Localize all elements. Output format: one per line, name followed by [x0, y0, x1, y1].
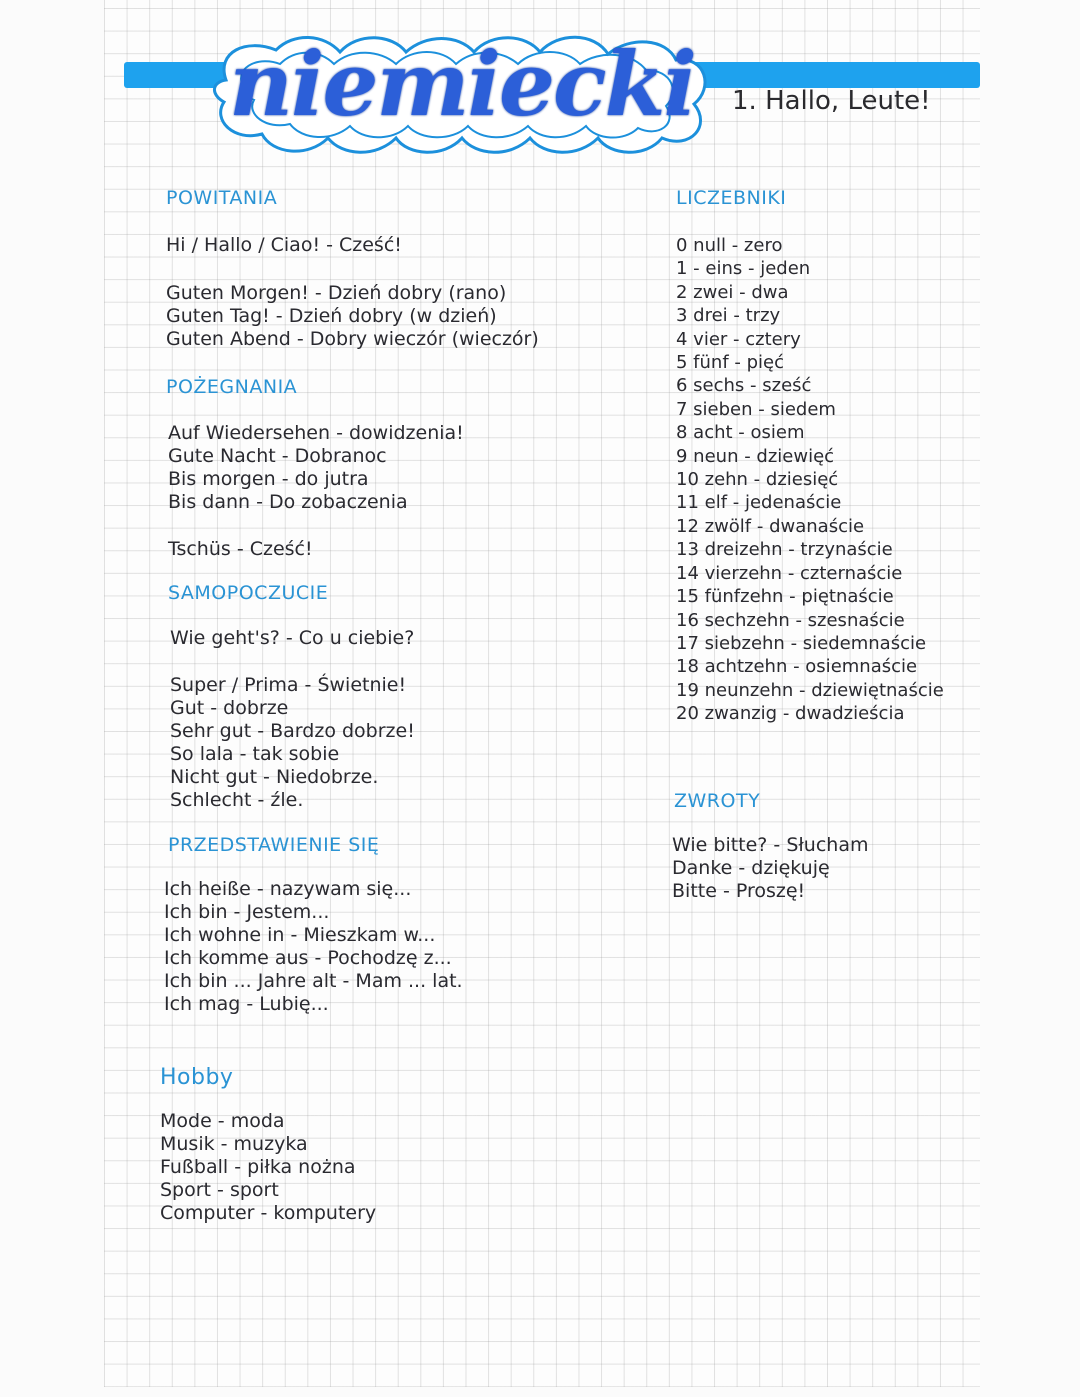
list-item: 9 neun - dziewięć [676, 445, 835, 467]
list-item: Auf Wiedersehen - dowidzenia! [168, 422, 464, 444]
list-item: 12 zwölf - dwanaście [676, 515, 865, 537]
list-item: Ich bin ... Jahre alt - Mam ... lat. [164, 970, 463, 992]
list-item: 11 elf - jedenaście [676, 492, 842, 514]
list-item: 14 vierzehn - czternaście [676, 562, 903, 584]
list-item: Hi / Hallo / Ciao! - Cześć! [166, 234, 402, 256]
heading-hobby: Hobby [160, 1065, 234, 1090]
list-item: 10 zehn - dziesięć [676, 469, 839, 491]
heading-liczebniki: LICZEBNIKI [676, 187, 787, 209]
list-item: Mode - moda [160, 1110, 285, 1132]
list-item: Ich heiße - nazywam się... [164, 878, 412, 900]
list-item: Guten Abend - Dobry wieczór (wieczór) [166, 328, 539, 350]
list-item: Gut - dobrze [170, 697, 289, 719]
list-item: 20 zwanzig - dwadzieścia [676, 703, 905, 725]
list-item: 19 neunzehn - dziewiętnaście [676, 679, 944, 701]
list-item: Ich komme aus - Pochodzę z... [164, 947, 452, 969]
list-item: 4 vier - cztery [676, 328, 801, 350]
lesson-subtitle: 1. Hallo, Leute! [732, 86, 931, 116]
list-item: 16 sechzehn - szesnaście [676, 609, 905, 631]
heading-powitania: POWITANIA [166, 187, 278, 209]
list-item: Wie bitte? - Słucham [672, 834, 869, 856]
list-item: Gute Nacht - Dobranoc [168, 445, 387, 467]
list-item: Computer - komputery [160, 1202, 377, 1224]
page-margin-left [0, 0, 104, 1397]
list-item: 8 acht - osiem [676, 422, 805, 444]
heading-pozegnania: POŻEGNANIA [166, 376, 298, 398]
list-item: Guten Morgen! - Dzień dobry (rano) [166, 282, 507, 304]
list-item: 15 fünfzehn - piętnaście [676, 586, 894, 608]
list-item: Sport - sport [160, 1179, 279, 1201]
list-item: 5 fünf - pięć [676, 352, 784, 374]
list-item: 6 sechs - sześć [676, 375, 812, 397]
list-item: So lala - tak sobie [170, 743, 340, 765]
list-item: Bis morgen - do jutra [168, 468, 369, 490]
list-przedstawienie [164, 878, 463, 1016]
list-item: 13 dreizehn - trzynaście [676, 539, 893, 561]
list-item: 0 null - zero [676, 235, 783, 256]
heading-zwroty: ZWROTY [674, 790, 761, 812]
list-item: Tschüs - Cześć! [168, 538, 313, 560]
list-item: Ich wohne in - Mieszkam w... [164, 924, 436, 946]
list-item: 7 sieben - siedem [676, 398, 836, 420]
list-zwroty [672, 834, 868, 903]
list-liczebniki [676, 234, 944, 726]
list-pozegnania [168, 422, 464, 561]
page-margin-right [980, 0, 1080, 1397]
list-item: Nicht gut - Niedobrze. [170, 766, 379, 788]
list-item: Fußball - piłka nożna [160, 1156, 356, 1178]
list-item: Bitte - Proszę! [672, 880, 806, 902]
list-item: 17 siebzehn - siedemnaście [676, 632, 927, 654]
list-item: Ich bin - Jestem... [164, 901, 330, 923]
list-item: Schlecht - źle. [170, 789, 304, 811]
list-item: Danke - dziękuję [672, 857, 830, 879]
page-margin-bottom [0, 1387, 1080, 1397]
heading-przedstawienie: PRZEDSTAWIENIE SIĘ [168, 834, 380, 856]
list-item: Musik - muzyka [160, 1133, 308, 1155]
list-samopoczucie [170, 627, 415, 812]
list-item: 1 - eins - jeden [676, 258, 811, 280]
list-item: 3 drei - trzy [676, 305, 781, 327]
list-item: 18 achtzehn - osiemnaście [676, 656, 918, 678]
list-item: Bis dann - Do zobaczenia [168, 491, 408, 513]
list-powitania [166, 234, 539, 351]
list-hobby [160, 1110, 376, 1225]
heading-samopoczucie: SAMOPOCZUCIE [168, 582, 329, 604]
list-item: Wie geht's? - Co u ciebie? [170, 627, 415, 649]
list-item: Ich mag - Lubię... [164, 993, 329, 1015]
list-item: Super / Prima - Świetnie! [170, 674, 407, 696]
page-title: niemiecki [229, 32, 695, 136]
list-item: 2 zwei - dwa [676, 281, 789, 303]
list-item: Guten Tag! - Dzień dobry (w dzień) [166, 305, 497, 327]
list-item: Sehr gut - Bardzo dobrze! [170, 720, 415, 742]
